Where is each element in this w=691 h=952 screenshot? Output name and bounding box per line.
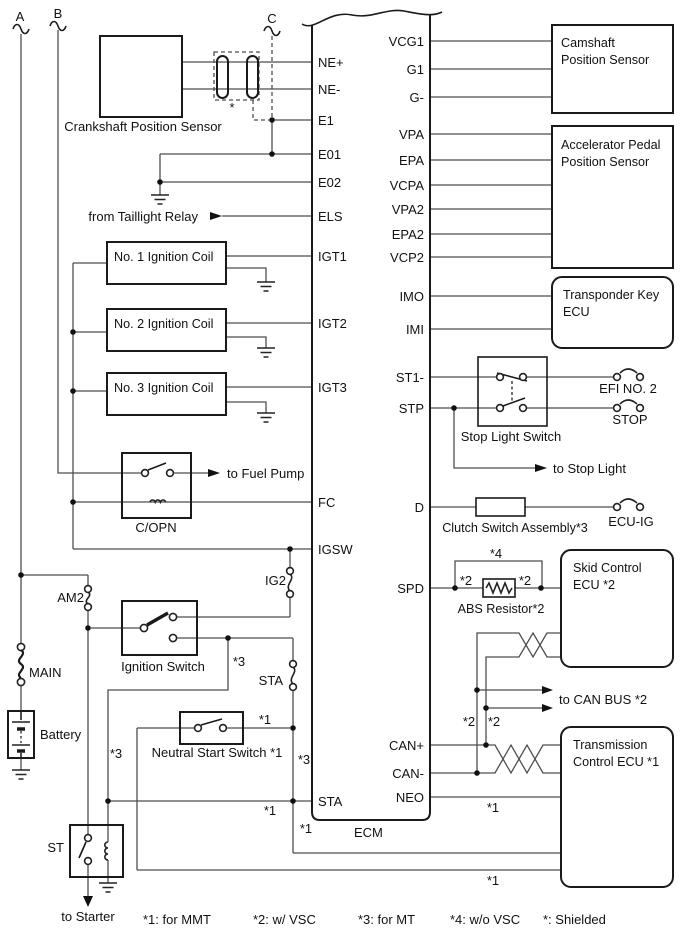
pin-can-plus: CAN+ — [388, 738, 424, 753]
pin-fc: FC — [318, 495, 336, 510]
st-relay-box — [70, 825, 123, 877]
connector-c-label: C — [267, 11, 277, 26]
to-starter-arrow-icon — [83, 896, 93, 907]
transmission-ecu-label-2: Control ECU *1 — [573, 755, 660, 769]
sta-fuse-label: STA — [258, 673, 283, 688]
copn-relay-symbol — [142, 463, 174, 502]
stop-fuse-label: STOP — [612, 412, 648, 427]
ignition-coil-2-label: No. 2 Ignition Coil — [114, 317, 214, 331]
clutch-switch-box — [476, 498, 525, 516]
to-starter-label: to Starter — [61, 909, 115, 924]
pin-vpa: VPA — [398, 127, 424, 142]
st-relay-label: ST — [47, 840, 64, 855]
skid-ecu-label-2: ECU *2 — [573, 578, 615, 592]
ref-s1-b: *1 — [263, 803, 277, 818]
ignition-coil-3-label: No. 3 Ignition Coil — [114, 381, 214, 395]
efi-no2-fuse-label: EFI NO. 2 — [599, 381, 657, 396]
ecm-torn-edge — [302, 10, 442, 25]
abs-resistor-label: ABS Resistor*2 — [457, 602, 545, 616]
stop-fuse-symbol — [614, 400, 644, 411]
to-fuel-pump-label: to Fuel Pump — [227, 466, 305, 481]
connector-a-label: A — [15, 9, 25, 24]
neutral-start-switch-symbol — [195, 719, 227, 731]
ref-s2-d: *2 — [487, 714, 501, 729]
note-3: *3: for MT — [358, 912, 416, 927]
break-a — [13, 25, 29, 34]
pin-e02: E02 — [318, 175, 342, 190]
stop-light-switch-label: Stop Light Switch — [460, 429, 562, 444]
ref-s2-c: *2 — [462, 714, 476, 729]
neutral-start-switch-label: Neutral Start Switch *1 — [151, 745, 283, 760]
skid-ecu-label-1: Skid Control — [573, 561, 642, 575]
pin-imi: IMI — [405, 322, 424, 337]
main-fuse-label: MAIN — [29, 665, 62, 680]
pin-igt3: IGT3 — [318, 380, 347, 395]
labels — [16, 6, 661, 927]
am2-fuse-label: AM2 — [57, 590, 84, 605]
ignition-switch-label: Ignition Switch — [121, 659, 205, 674]
transponder-label-1: Transponder Key — [563, 288, 660, 302]
to-can-bus-arrow2-icon — [542, 704, 553, 712]
pin-ne-plus: NE+ — [318, 55, 344, 70]
pin-vcg1: VCG1 — [388, 34, 424, 49]
ecu-ig-fuse-symbol — [614, 499, 644, 510]
pin-epa2: EPA2 — [391, 227, 424, 242]
connector-b-label: B — [53, 6, 63, 21]
am2-fuse-symbol — [85, 586, 92, 611]
transponder-label-2: ECU — [563, 305, 590, 319]
ignition-coil-1-label: No. 1 Ignition Coil — [114, 250, 214, 264]
efi-no2-fuse-symbol — [614, 369, 644, 380]
ecm-label: ECM — [354, 825, 383, 840]
ref-s2-a: *2 — [459, 573, 473, 588]
ref-s3-c: *3 — [297, 752, 311, 767]
from-taillight-arrow-icon — [210, 212, 222, 220]
pin-vpa2: VPA2 — [391, 202, 424, 217]
battery-label: Battery — [40, 727, 82, 742]
break-b — [50, 22, 66, 31]
to-stop-light-arrow-icon — [535, 464, 547, 472]
pin-d: D — [414, 500, 424, 515]
clutch-switch-label: Clutch Switch Assembly*3 — [442, 521, 588, 535]
pin-spd: SPD — [397, 581, 424, 596]
pin-g-minus: G- — [409, 90, 424, 105]
to-fuel-pump-arrow-icon — [208, 469, 220, 477]
pin-st1-minus: ST1- — [395, 370, 424, 385]
resistor-zigzag — [486, 583, 512, 593]
pin-neo: NEO — [395, 790, 424, 805]
pin-vcp2: VCP2 — [390, 250, 424, 265]
sta-fuse-symbol — [290, 661, 297, 691]
accel-sensor-label-1: Accelerator Pedal — [561, 138, 661, 152]
pin-e01: E01 — [318, 147, 342, 162]
ig2-fuse-label: IG2 — [265, 573, 286, 588]
ground-symbols — [12, 195, 275, 892]
transmission-ecu-label-1: Transmission — [573, 738, 648, 752]
pin-e1: E1 — [318, 113, 334, 128]
shield-dashed-outline — [214, 52, 259, 100]
pin-igt2: IGT2 — [318, 316, 347, 331]
to-stop-light-label: to Stop Light — [553, 461, 626, 476]
pin-sta: STA — [318, 794, 343, 809]
ref-s1-e: *1 — [486, 873, 500, 888]
stop-light-switch-box — [478, 357, 547, 426]
ref-s1-c: *1 — [299, 821, 313, 836]
crankshaft-sensor-label: Crankshaft Position Sensor — [64, 119, 222, 134]
note-1: *1: for MMT — [143, 912, 211, 927]
from-taillight-relay-label: from Taillight Relay — [88, 209, 198, 224]
note-5: *: Shielded — [543, 912, 606, 927]
main-fusible-link-symbol — [17, 643, 24, 685]
ref-s4: *4 — [489, 546, 503, 561]
pin-can-minus: CAN- — [392, 766, 424, 781]
ref-star: * — [229, 100, 235, 115]
ref-s3-b: *3 — [109, 746, 123, 761]
pin-vcpa: VCPA — [389, 178, 424, 193]
note-4: *4: w/o VSC — [450, 912, 521, 927]
break-c — [264, 27, 280, 36]
ref-s1-d: *1 — [486, 800, 500, 815]
connector-break-symbols — [13, 22, 280, 36]
ref-s3-a: *3 — [232, 654, 246, 669]
pin-g1: G1 — [406, 62, 424, 77]
pin-els: ELS — [318, 209, 343, 224]
pin-imo: IMO — [399, 289, 424, 304]
camshaft-sensor-label-1: Camshaft — [561, 36, 615, 50]
to-can-bus-label: to CAN BUS *2 — [559, 692, 648, 707]
pin-igt1: IGT1 — [318, 249, 347, 264]
pin-ne-minus: NE- — [318, 82, 341, 97]
camshaft-sensor-label-2: Position Sensor — [561, 53, 650, 67]
crankshaft-position-sensor-box — [100, 36, 182, 117]
st-relay-symbol — [79, 835, 108, 865]
pin-epa: EPA — [398, 153, 424, 168]
copn-label: C/OPN — [135, 520, 177, 535]
pin-stp: STP — [398, 401, 424, 416]
ref-s1-a: *1 — [258, 712, 272, 727]
ref-s2-b: *2 — [518, 573, 532, 588]
stop-light-switch-symbol — [497, 373, 527, 411]
pin-igsw: IGSW — [318, 542, 353, 557]
to-can-bus-arrow1-icon — [542, 686, 553, 694]
ecu-ig-fuse-label: ECU-IG — [608, 514, 654, 529]
battery-symbol — [12, 711, 30, 758]
accel-sensor-label-2: Position Sensor — [561, 155, 650, 169]
ig2-fuse-symbol — [287, 568, 294, 598]
wires — [21, 30, 613, 896]
ignition-switch-symbol — [140, 613, 176, 642]
note-2: *2: w/ VSC — [253, 912, 316, 927]
copn-relay-box — [122, 453, 191, 518]
